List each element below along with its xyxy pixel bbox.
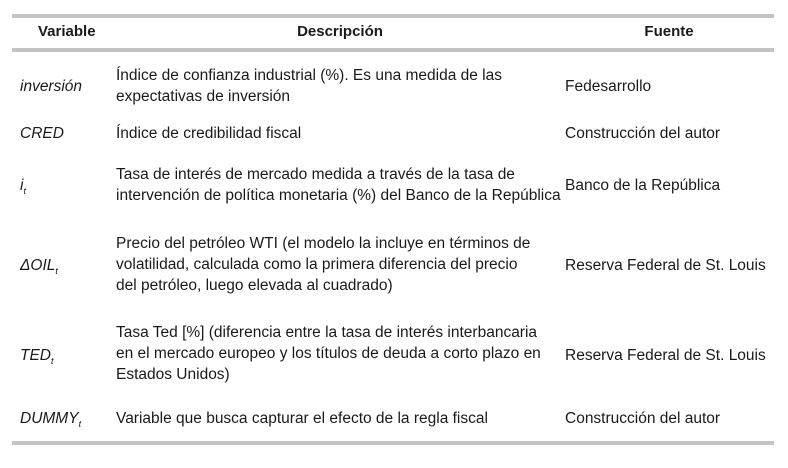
table-row-source: Banco de la República: [565, 177, 721, 194]
header-variable: Variable: [38, 23, 96, 40]
table-row-description: Índice de confianza industrial (%). Es una medida de las expectativas de inversión: [116, 67, 502, 105]
table-row-variable: inversión: [20, 78, 83, 95]
table-row-description: Tasa de interés de mercado medida a través de la tasa de intervención de política monetaria (%) del Banco de la República: [116, 166, 561, 204]
table-row-description: Tasa Ted [%] (diferencia entre la tasa de interés interbancaria en el mercado europeo y los títulos de deuda a corto plazo en Estados Unidos): [116, 324, 541, 383]
table-row-variable: $\Delta OIL_t$: [20, 257, 58, 276]
table-row-variable: $DUMMY_t$: [20, 410, 82, 429]
table-row-source: Reserva Federal de St. Louis: [565, 347, 766, 364]
header-source: Fuente: [644, 23, 694, 40]
table-bottom-rule: [12, 441, 774, 445]
table-row-variable: $i_t$: [20, 177, 26, 196]
table-top-rule: [12, 14, 774, 18]
table-row-source: Reserva Federal de St. Louis: [565, 257, 766, 274]
table-row-variable: CRED: [20, 125, 64, 142]
table-row-description: Variable que busca capturar el efecto de la regla fiscal: [116, 410, 488, 427]
table-row-source: Fedesarrollo: [565, 78, 652, 95]
header-description: Descripción: [297, 23, 383, 40]
table-row-variable: $TED_t$: [20, 347, 54, 366]
table-row-source: Construcción del autor: [565, 125, 721, 142]
table-row-description: Índice de credibilidad fiscal: [116, 125, 302, 142]
table-row-source: Construcción del autor: [565, 410, 721, 427]
table-row-description: Precio del petróleo WTI (el modelo la incluye en términos de volatilidad, calculada como la primera diferencia del precio del petróleo, luego elevada al cuadrado): [116, 235, 531, 294]
table-header-rule: [12, 48, 774, 52]
